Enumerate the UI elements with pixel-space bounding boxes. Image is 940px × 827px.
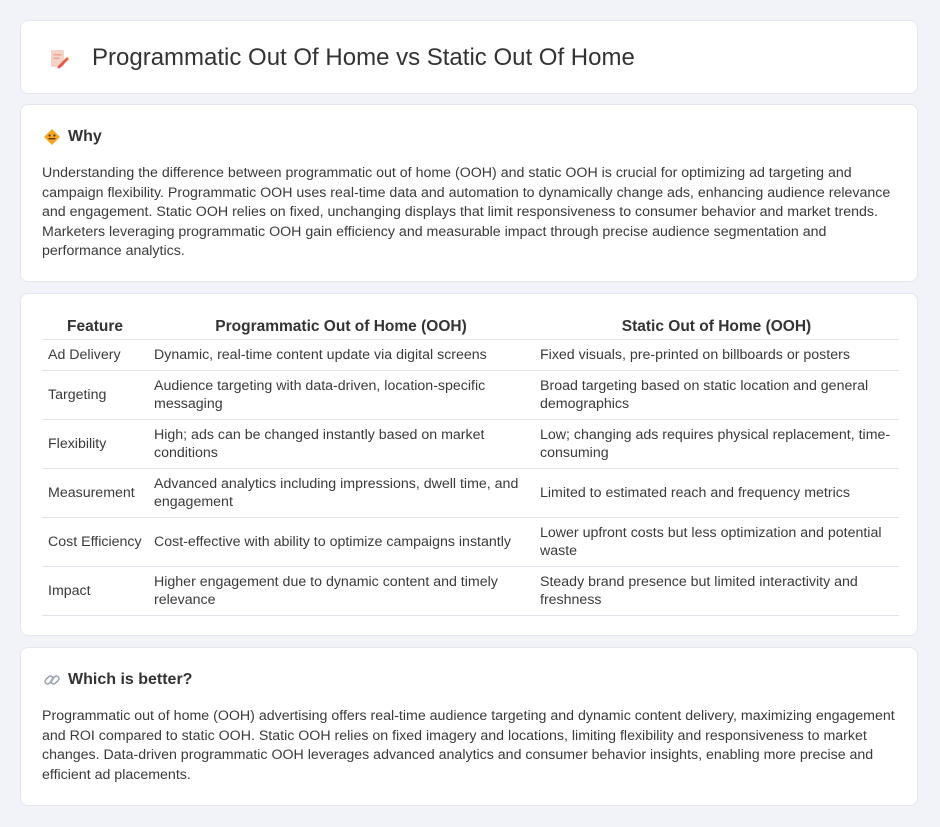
table-cell-static: Fixed visuals, pre-printed on billboards or posters bbox=[534, 340, 899, 371]
better-heading bbox=[43, 670, 192, 690]
table-cell-programmatic: Cost-effective with ability to optimize campaigns instantly bbox=[148, 518, 534, 567]
table-row bbox=[42, 518, 899, 567]
better-text: Programmatic out of home (OOH) advertising offers real-time audience targeting and dynamic content delivery, maximizing engagement and ROI compared to static OOH. Static OOH relies on fixed imagery and locations, limiting flexibility and responsiveness to market changes. Data-driven programmatic OOH leverages advanced analytics and consumer behavior insights, enabling more precise and efficient ad placements. bbox=[42, 708, 895, 783]
table-cell-feature: Measurement bbox=[42, 469, 148, 518]
table-header-row bbox=[42, 315, 899, 340]
comparison-table bbox=[42, 315, 899, 616]
table-cell-programmatic: Higher engagement due to dynamic content and timely relevance bbox=[148, 567, 534, 616]
table-cell-feature: Targeting bbox=[42, 371, 148, 420]
page-title: Programmatic Out Of Home vs Static Out Of Home bbox=[92, 44, 635, 71]
column-header-static: Static Out of Home (OOH) bbox=[534, 315, 899, 340]
better-heading-label: Which is better? bbox=[68, 671, 193, 688]
column-header-programmatic: Programmatic Out of Home (OOH) bbox=[148, 315, 534, 340]
table-cell-feature: Ad Delivery bbox=[42, 340, 148, 371]
table-row bbox=[42, 340, 899, 371]
table-cell-static: Low; changing ads requires physical replacement, time-consuming bbox=[534, 420, 899, 469]
warning-sign-icon bbox=[43, 128, 61, 146]
table-row bbox=[42, 420, 899, 469]
which-is-better-section bbox=[20, 647, 918, 806]
column-header-feature: Feature bbox=[42, 315, 148, 340]
table-cell-feature: Cost Efficiency bbox=[42, 518, 148, 567]
table-row bbox=[42, 469, 899, 518]
link-icon bbox=[43, 671, 61, 689]
table-cell-programmatic: High; ads can be changed instantly based on market conditions bbox=[148, 420, 534, 469]
table-cell-programmatic: Audience targeting with data-driven, location-specific messaging bbox=[148, 371, 534, 420]
comparison-table-card bbox=[20, 293, 918, 636]
table-row bbox=[42, 371, 899, 420]
table-row bbox=[42, 567, 899, 616]
table-cell-programmatic: Dynamic, real-time content update via digital screens bbox=[148, 340, 534, 371]
why-section bbox=[20, 104, 918, 282]
table-cell-static: Steady brand presence but limited interactivity and freshness bbox=[534, 567, 899, 616]
table-cell-feature: Impact bbox=[42, 567, 148, 616]
table-cell-programmatic: Advanced analytics including impressions, dwell time, and engagement bbox=[148, 469, 534, 518]
document-pencil-icon bbox=[47, 47, 71, 71]
why-heading-label: Why bbox=[68, 128, 102, 145]
table-cell-feature: Flexibility bbox=[42, 420, 148, 469]
why-text: Understanding the difference between programmatic out of home (OOH) and static OOH is crucial for optimizing ad targeting and campaign flexibility. Programmatic OOH uses real-time data and automation to dynamically change ads, enhancing audience relevance and engagement. Static OOH relies on fixed, unchanging displays that limit responsiveness to consumer behavior and market trends. Marketers leveraging programmatic OOH gain efficiency and measurable impact through precise audience segmentation and performance analytics. bbox=[42, 165, 891, 260]
header-card bbox=[20, 20, 918, 94]
table-cell-static: Broad targeting based on static location and general demographics bbox=[534, 371, 899, 420]
table-cell-static: Limited to estimated reach and frequency metrics bbox=[534, 469, 899, 518]
why-heading bbox=[43, 127, 102, 147]
table-cell-static: Lower upfront costs but less optimization and potential waste bbox=[534, 518, 899, 567]
